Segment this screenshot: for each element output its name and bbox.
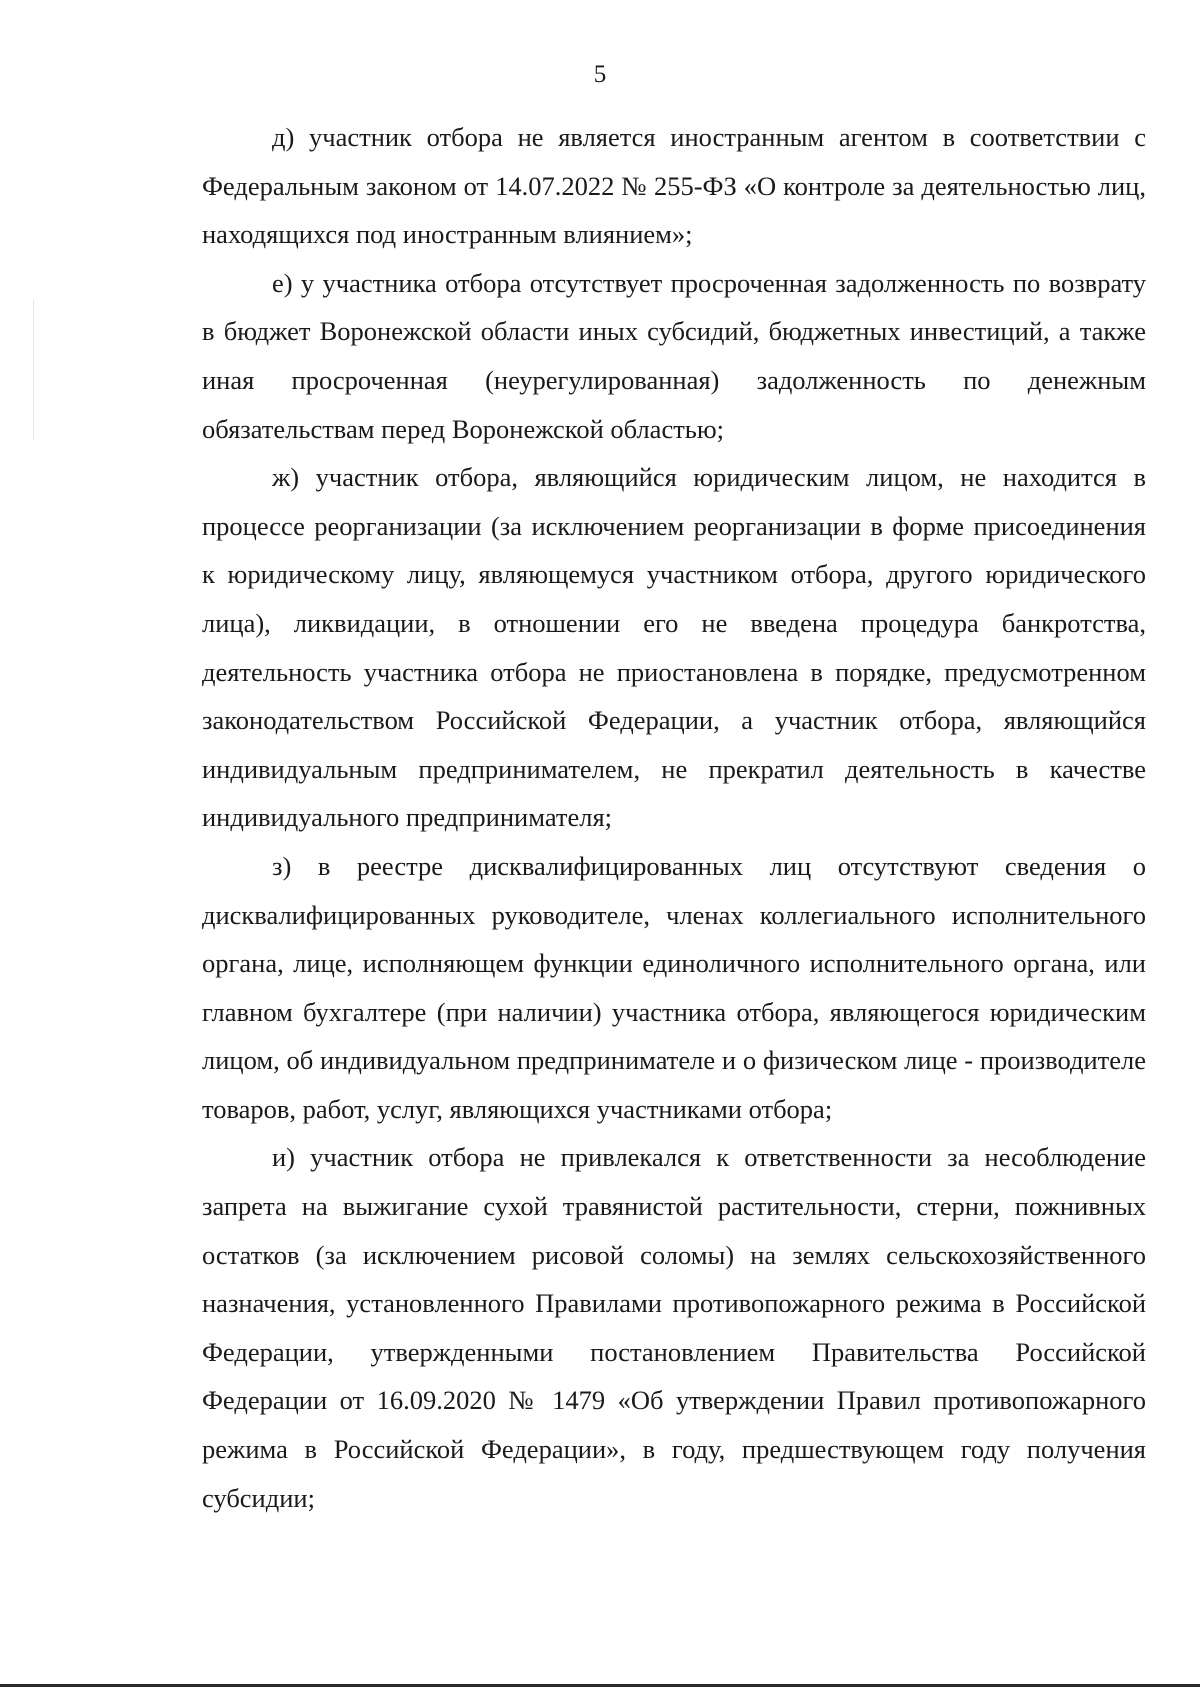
paragraph-e: е) у участника отбора отсутствует просроченная задолженность по возврату в бюджет Воронежской области иных субсидий, бюджетных инвестиций, а также иная просроченная (неурегулированная) задолженность по денежным обязательствам перед Воронежской областью; <box>202 267 1146 444</box>
scan-margin-mark <box>33 300 34 440</box>
paragraph-i: и) участник отбора не привлекался к ответственности за несоблюдение запрета на выжигание сухой травянистой растительности, стерни, пожнивных остатков (за исключением рисовой соломы) на землях сельскохозяйственного назначения, установленного Правилами противопожарного режима в Российской Федерации, утвержденными постановлением Правительства Российской Федерации от 16.09.2020 № 1479 «Об утверждении Правил противопожарного режима в Российской Федерации», в году, предшествующем году получения субсидии; <box>202 1142 1146 1513</box>
page-bottom-rule <box>0 1684 1200 1687</box>
paragraph-z: з) в реестре дисквалифицированных лиц отсутствуют сведения о дисквалифицированных руководителе, членах коллегиального исполнительного органа, лице, исполняющем функции единоличного исполнительного органа, или главном бухгалтере (при наличии) участника отбора, являющегося юридическим лицом, об индивидуальном предпринимателе и о физическом лице - производителе товаров, работ, услуг, являющихся участниками отбора; <box>202 850 1146 1124</box>
paragraph-zh: ж) участник отбора, являющийся юридическим лицом, не находится в процессе реорганизации (за исключением реорганизации в форме присоединения к юридическому лицу, являющемуся участником отбора, другого юридического лица), ликвидации, в отношении его не введена процедура банкротства, деятельность участника отбора не приостановлена в порядке, предусмотренном законодательством Российской Федерации, а участник отбора, являющийся индивидуальным предпринимателем, не прекратил деятельность в качестве индивидуального предпринимателя; <box>202 462 1146 833</box>
page-number: 5 <box>593 61 607 88</box>
document-body <box>202 113 1146 1522</box>
paragraph-d: д) участник отбора не является иностранным агентом в соответствии с Федеральным законом от 14.07.2022 № 255-ФЗ «О контроле за деятельностью лиц, находящихся под иностранным влиянием»; <box>202 122 1146 250</box>
